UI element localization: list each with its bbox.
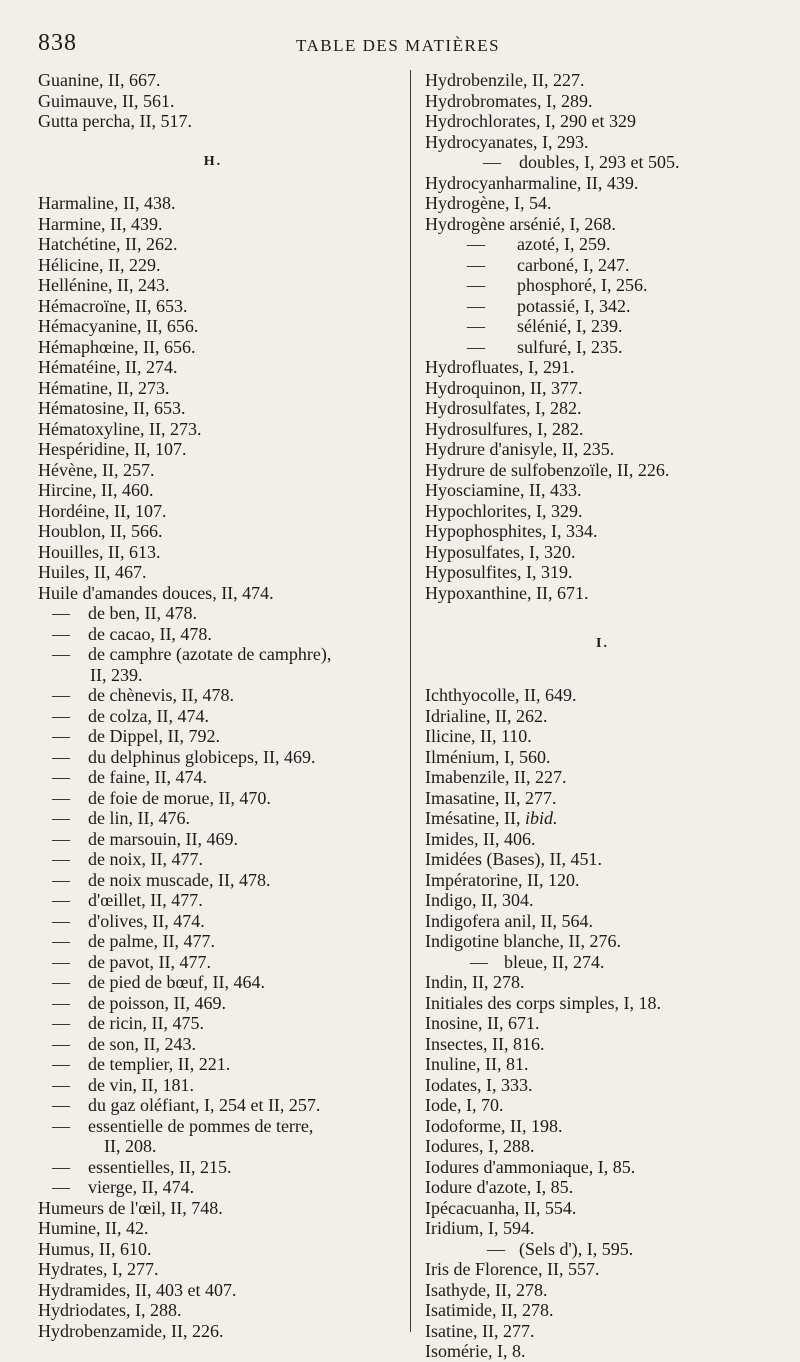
index-entry: Guanine, II, 667. [38, 70, 161, 90]
dash-mark [52, 1075, 72, 1096]
index-entry: Indigo, II, 304. [425, 890, 534, 910]
index-entry [425, 808, 780, 829]
subentry-text: carboné, I, 247. [517, 254, 630, 275]
index-subentry [38, 1157, 400, 1178]
subentry-text: phosphoré, I, 256. [517, 275, 648, 295]
index-entry: Hordéine, II, 107. [38, 500, 167, 521]
subentry-text: bleue, II, 274. [504, 951, 605, 972]
dash-mark [52, 952, 72, 973]
dash-mark [467, 316, 487, 337]
dash-mark [483, 152, 503, 173]
subentry-text: de palme, II, 477. [88, 931, 215, 951]
index-entry: Isomérie, I, 8. [425, 1341, 526, 1361]
section-heading-i: I. [596, 636, 609, 651]
dash-mark [52, 624, 72, 645]
index-entry: Isatine, II, 277. [425, 1320, 535, 1341]
dash-mark [52, 685, 72, 706]
index-entry: Isathyde, II, 278. [425, 1279, 548, 1300]
dash-mark [52, 972, 72, 993]
dash-mark [467, 275, 487, 296]
dash-mark [470, 952, 490, 973]
column-divider [410, 70, 411, 1332]
subentry-text: de pavot, II, 477. [88, 951, 211, 972]
left-column [38, 70, 400, 1341]
dash-mark [487, 1239, 507, 1260]
index-entry: Insectes, II, 816. [425, 1033, 545, 1054]
index-entry: Hydrocyanates, I, 293. [425, 131, 589, 152]
subentry-text: de ben, II, 478. [88, 603, 197, 623]
dash-mark [52, 788, 72, 809]
index-entry: Hydrosulfures, I, 282. [425, 418, 584, 439]
dash-mark [52, 603, 72, 624]
dash-mark [52, 849, 72, 870]
index-entry: Inosine, II, 671. [425, 1013, 540, 1033]
page-number: 838 [38, 30, 77, 56]
index-subentry [38, 1013, 400, 1034]
subentry-text: de camphre (azotate de camphre), [88, 644, 332, 664]
dash-mark [52, 1177, 72, 1198]
index-subentry [38, 1054, 400, 1075]
index-subentry [38, 788, 400, 809]
index-subentry [38, 870, 400, 891]
index-subentry [425, 255, 780, 276]
index-subentry [38, 952, 400, 973]
index-entry: Hydrochlorates, I, 290 et 329 [425, 111, 636, 131]
subentry-text: de noix, II, 477. [88, 849, 203, 869]
index-entry: Houilles, II, 613. [38, 541, 161, 562]
index-entry: Hypochlorites, I, 329. [425, 500, 583, 521]
index-entry: Hircine, II, 460. [38, 480, 154, 500]
subentry-text: de chènevis, II, 478. [88, 685, 234, 705]
index-entry: Hellénine, II, 243. [38, 275, 170, 295]
index-entry: Hémaphœine, II, 656. [38, 336, 196, 357]
index-entry: Isatimide, II, 278. [425, 1300, 554, 1320]
dash-mark [52, 1116, 72, 1137]
hu-hy-entries [38, 1198, 400, 1342]
subentry-text: de faine, II, 474. [88, 767, 207, 787]
index-entry: Iris de Florence, II, 557. [425, 1259, 600, 1279]
dash-mark [52, 829, 72, 850]
index-subentry [38, 1177, 400, 1198]
index-entry: Imabenzile, II, 227. [425, 767, 567, 787]
dash-mark [52, 1157, 72, 1178]
subentry-text: de lin, II, 476. [88, 808, 190, 828]
index-entry: Hydroquinon, II, 377. [425, 377, 583, 398]
dash-mark [52, 1054, 72, 1075]
dash-mark [467, 234, 487, 255]
index-entry: Hélicine, II, 229. [38, 254, 161, 275]
index-entry: Indigotine blanche, II, 276. [425, 931, 621, 951]
index-entry: Iodures d'ammoniaque, I, 85. [425, 1156, 636, 1177]
dash-mark [52, 706, 72, 727]
index-entry: Hyposulfites, I, 319. [425, 562, 573, 582]
index-entry: Idrialine, II, 262. [425, 705, 548, 726]
dash-mark [52, 931, 72, 952]
index-entry: Humine, II, 42. [38, 1218, 149, 1238]
index-subentry [38, 849, 400, 870]
index-subentry [38, 829, 400, 850]
index-entry: Hydrobenzamide, II, 226. [38, 1320, 224, 1341]
index-entry: Hématine, II, 273. [38, 377, 170, 398]
index-entry: Imides, II, 406. [425, 828, 536, 849]
index-entry: Gutta percha, II, 517. [38, 111, 192, 131]
subentry-text: de Dippel, II, 792. [88, 726, 220, 746]
subentry-text: de poisson, II, 469. [88, 992, 226, 1013]
index-entry: Ilicine, II, 110. [425, 726, 532, 746]
index-subentry [425, 234, 780, 255]
index-entry: Hydrocyanharmaline, II, 439. [425, 172, 639, 193]
index-subentry [38, 1034, 400, 1055]
dash-mark [52, 767, 72, 788]
index-entry: Huiles, II, 467. [38, 562, 147, 582]
dash-mark [52, 644, 72, 665]
index-entry: Hydrure de sulfobenzoïle, II, 226. [425, 459, 670, 480]
index-entry: Hydrobenzile, II, 227. [425, 70, 585, 90]
index-subentry [425, 337, 780, 358]
index-entry: Hydrogène arsénié, I, 268. [425, 213, 616, 234]
index-entry: Hématéine, II, 274. [38, 357, 178, 377]
index-entry: Hématoxyline, II, 273. [38, 418, 202, 439]
index-subentry [38, 747, 400, 768]
dash-mark [52, 911, 72, 932]
index-entry: Indigofera anil, II, 564. [425, 910, 593, 931]
index-entry: Iode, I, 70. [425, 1095, 504, 1115]
index-entry: Iridium, I, 594. [425, 1218, 535, 1238]
subentry-text: de noix muscade, II, 478. [88, 869, 271, 890]
subentry-text: sulfuré, I, 235. [517, 336, 623, 357]
index-subentry [38, 931, 400, 952]
index-subentry [425, 152, 780, 173]
dash-mark [52, 1095, 72, 1116]
index-entry: Hydrosulfates, I, 282. [425, 398, 582, 418]
dash-mark [52, 890, 72, 911]
subentry-text: sélénié, I, 239. [517, 316, 623, 336]
subentry-text: du delphinus globiceps, II, 469. [88, 746, 316, 767]
index-entry: Iodates, I, 333. [425, 1074, 533, 1095]
index-subentry [38, 603, 400, 624]
index-entry: Humeurs de l'œil, II, 748. [38, 1197, 223, 1218]
subentry-text: de cacao, II, 478. [88, 623, 212, 644]
index-subentry [38, 1095, 400, 1116]
index-entry: Hyposulfates, I, 320. [425, 541, 576, 562]
index-entry: Harmaline, II, 438. [38, 193, 176, 213]
index-subentry [38, 706, 400, 727]
index-entry: Hyosciamine, II, 433. [425, 480, 582, 500]
ibid-text: ibid. [524, 808, 558, 828]
index-subentry [425, 296, 780, 317]
subentry-text: de marsouin, II, 469. [88, 828, 238, 849]
index-subentry [38, 890, 400, 911]
index-subentry [38, 808, 400, 829]
page-header [38, 30, 780, 64]
right-column [425, 70, 780, 1362]
index-subentry [425, 952, 780, 973]
index-entry: Hypophosphites, I, 334. [425, 521, 598, 541]
index-entry: Iodoforme, II, 198. [425, 1115, 563, 1136]
index-subentry [38, 1116, 400, 1137]
dash-mark [467, 255, 487, 276]
index-entry: Ipécacuanha, II, 554. [425, 1197, 577, 1218]
index-subentry [38, 624, 400, 645]
index-entry: Hématosine, II, 653. [38, 398, 186, 418]
index-entry: Hatchétine, II, 262. [38, 234, 178, 254]
index-entry: Hespéridine, II, 107. [38, 439, 187, 459]
index-entry: Guimauve, II, 561. [38, 90, 175, 111]
index-entry: Imasatine, II, 277. [425, 787, 557, 808]
index-subentry [38, 1075, 400, 1096]
index-subentry [425, 316, 780, 337]
index-entry: Indin, II, 278. [425, 972, 525, 992]
dash-mark [52, 1013, 72, 1034]
index-entry: Iodures, I, 288. [425, 1136, 535, 1156]
subentry-text: de son, II, 243. [88, 1033, 196, 1054]
subentry-text: d'œillet, II, 477. [88, 890, 203, 910]
dash-mark [52, 870, 72, 891]
index-subentry [425, 1239, 780, 1260]
index-entry: Hydrure d'anisyle, II, 235. [425, 439, 615, 459]
g-entries [38, 70, 400, 132]
subentry-text: de vin, II, 181. [88, 1074, 194, 1095]
section-heading-h: H. [203, 154, 223, 170]
subentry-text: (Sels d'), I, 595. [519, 1238, 634, 1259]
index-subentry [38, 972, 400, 993]
index-entry: Hydriodates, I, 288. [38, 1300, 182, 1320]
subentry-continuation: II, 208. [104, 1136, 157, 1156]
index-entry: Impératorine, II, 120. [425, 869, 580, 890]
dash-mark [52, 808, 72, 829]
index-entry: Hydramides, II, 403 et 407. [38, 1279, 237, 1300]
index-entry: Hémacroïne, II, 653. [38, 295, 188, 316]
subentry-text: de colza, II, 474. [88, 705, 209, 726]
index-subentry [38, 767, 400, 788]
index-subentry [38, 911, 400, 932]
subentry-continuation: II, 239. [90, 664, 143, 685]
dash-mark [467, 296, 487, 317]
index-subentry [38, 993, 400, 1014]
subentry-text: de templier, II, 221. [88, 1054, 231, 1074]
huile-subentries [38, 603, 400, 1198]
index-entry: Hydrates, I, 277. [38, 1259, 159, 1279]
dash-mark [52, 993, 72, 1014]
dash-mark [467, 337, 487, 358]
index-entry: Hydrogène, I, 54. [425, 193, 552, 213]
subentry-text: de foie de morue, II, 470. [88, 787, 271, 808]
index-entry: Ichthyocolle, II, 649. [425, 685, 577, 705]
subentry-text: essentielles, II, 215. [88, 1156, 232, 1177]
subentry-text: de ricin, II, 475. [88, 1013, 204, 1033]
index-subentry [425, 275, 780, 296]
index-entry: Ilménium, I, 560. [425, 746, 551, 767]
index-subentry [38, 685, 400, 706]
subentry-text: potassié, I, 342. [517, 295, 631, 316]
subentry-text: d'olives, II, 474. [88, 910, 205, 931]
index-entry: Hévène, II, 257. [38, 459, 155, 480]
subentry-text: doubles, I, 293 et 505. [519, 152, 680, 172]
subentry-text: de pied de bœuf, II, 464. [88, 972, 265, 992]
subentry-text: du gaz oléfiant, I, 254 et II, 257. [88, 1095, 321, 1115]
index-subentry [38, 726, 400, 747]
subentry-text: azoté, I, 259. [517, 234, 611, 254]
page-title: TABLE DES MATIÈRES [296, 36, 501, 55]
entry-text: Imésatine, II, [425, 808, 521, 828]
index-entry: Hydrofluates, I, 291. [425, 357, 575, 377]
dash-mark [52, 726, 72, 747]
index-entry: Humus, II, 610. [38, 1238, 152, 1259]
h-entries [38, 193, 400, 603]
index-entry: Inuline, II, 81. [425, 1054, 529, 1074]
dash-mark [52, 747, 72, 768]
index-entry: Hémacyanine, II, 656. [38, 316, 199, 336]
index-entry: Huile d'amandes douces, II, 474. [38, 582, 274, 603]
index-entry: Hydrobromates, I, 289. [425, 90, 593, 111]
subentry-text: vierge, II, 474. [88, 1177, 195, 1197]
subentry-text: essentielle de pommes de terre, [88, 1115, 314, 1136]
index-entry: Hypoxanthine, II, 671. [425, 582, 589, 603]
index-entry: Imidées (Bases), II, 451. [425, 849, 602, 869]
index-entry: Harmine, II, 439. [38, 213, 163, 234]
index-entry: Houblon, II, 566. [38, 521, 163, 541]
index-subentry [38, 644, 400, 665]
index-entry: Iodure d'azote, I, 85. [425, 1177, 574, 1197]
dash-mark [52, 1034, 72, 1055]
index-entry: Initiales des corps simples, I, 18. [425, 992, 661, 1013]
